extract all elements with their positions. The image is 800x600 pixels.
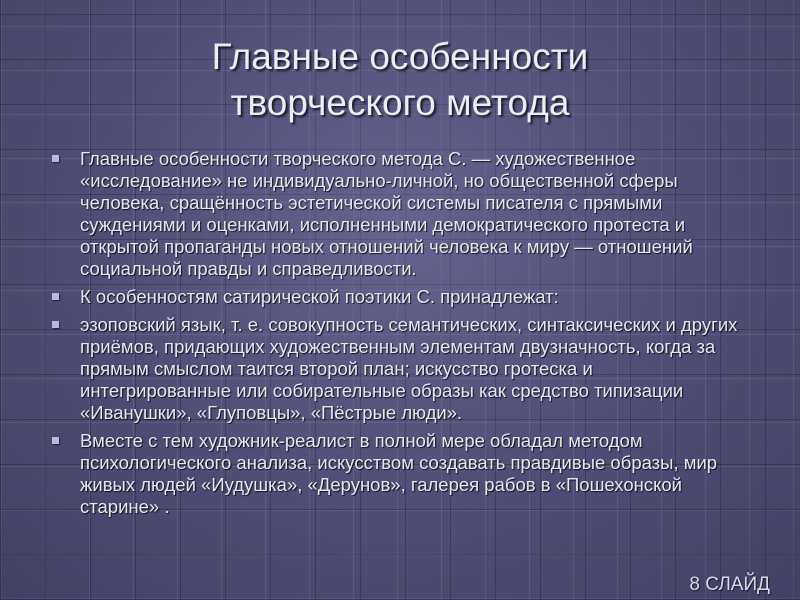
square-bullet-icon bbox=[52, 155, 59, 162]
bullet-text: Вместе с тем художник-реалист в полной мере обладал методом психологического анализа, искусством создавать правдивые образы, мир живых людей «Иудушка», «Дерунов», галерея рабов в «Пошехонской старине» . bbox=[80, 430, 718, 517]
slide-body-list bbox=[48, 148, 748, 524]
square-bullet-icon bbox=[52, 437, 59, 444]
bullet-text: К особенностям сатирической поэтики С. принадлежат: bbox=[80, 286, 559, 307]
bullet-text: эзоповский язык, т. е. совокупность семантических, синтаксических и других приёмов, придающих художественным элементам двузначность, когда за прямым смыслом таится второй план; искусство гротеска и интегрированные или собирательные образы как средство типизации «Иванушки», «Глуповцы», «Пёстрые люди». bbox=[80, 314, 738, 423]
square-bullet-icon bbox=[52, 293, 59, 300]
slide-title-line-1: Главные особенности bbox=[211, 36, 589, 77]
slide-title bbox=[60, 34, 740, 126]
bullet-text: Главные особенности творческого метода С. — художественное «исследование» не индивидуально-личной, но общественной сферы человека, сращённость эстетической системы писателя с прямыми суждениями и оценками, исполненными демократического протеста и открытой пропаганды новых отношений человека к миру — отношений социальной правды и справедливости. bbox=[80, 148, 693, 279]
square-bullet-icon bbox=[52, 321, 59, 328]
bullet-item bbox=[48, 286, 748, 308]
bullet-item bbox=[48, 314, 748, 424]
slide-title-line-2: творческого метода bbox=[230, 82, 570, 123]
bullet-item bbox=[48, 148, 748, 280]
bullet-item bbox=[48, 430, 748, 518]
slide-number: 8 СЛАЙД bbox=[689, 574, 770, 595]
